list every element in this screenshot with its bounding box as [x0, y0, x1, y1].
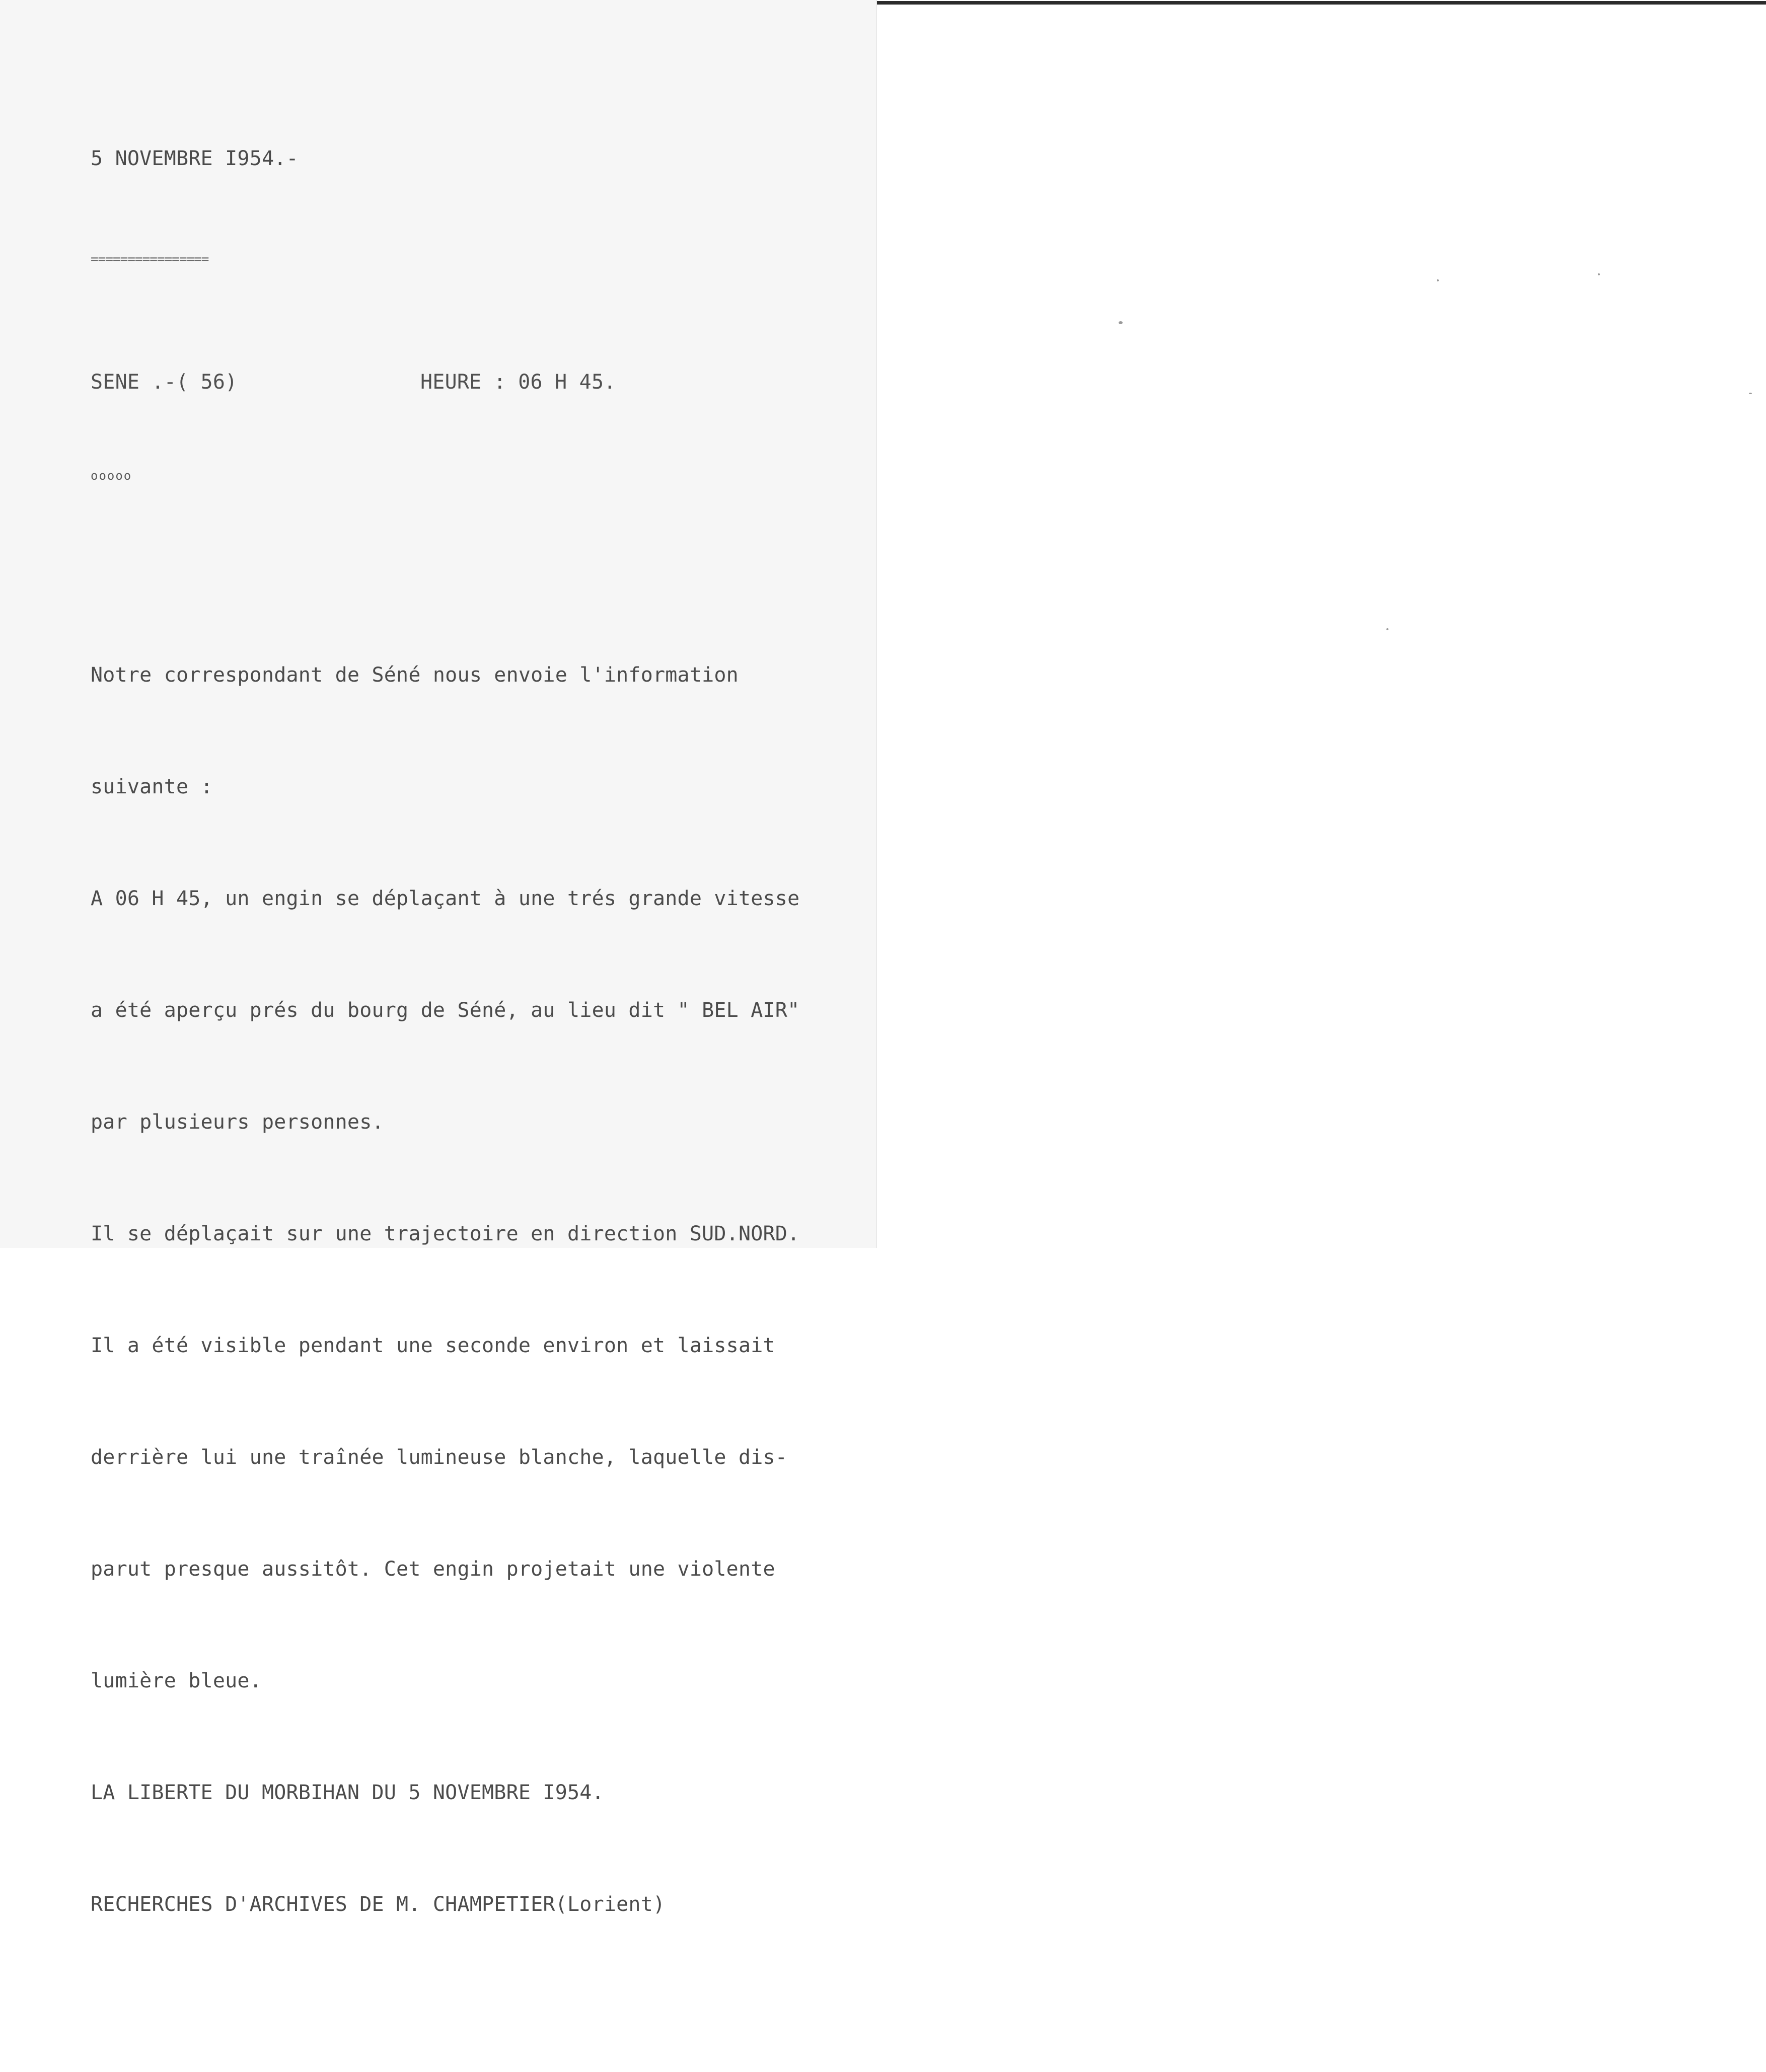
paragraph-line: lumière bleue. — [91, 1669, 262, 1692]
dust-speck — [1749, 393, 1752, 394]
blank-page — [877, 0, 1766, 1248]
page-edge-rule — [877, 1, 1766, 5]
paragraph-line: A 06 H 45, un engin se déplaçant à une trés grande vitesse — [91, 887, 800, 910]
typed-page — [0, 0, 877, 1916]
date-heading: 5 NOVEMBRE I954.- — [91, 147, 299, 170]
paragraph-line: Il a été visible pendant une seconde environ et laissait — [91, 1334, 775, 1357]
time-heading: HEURE : 06 H 45. — [420, 371, 616, 394]
paragraph-line: Notre correspondant de Séné nous envoie l'information — [91, 663, 739, 687]
place-heading: SENE .-( 56) — [91, 371, 238, 394]
paragraph-line: Il se déplaçait sur une trajectoire en direction SUD.NORD. — [91, 1222, 800, 1245]
dust-speck — [1437, 279, 1439, 281]
paragraph-line: derrière lui une traînée lumineuse blanche, laquelle dis- — [91, 1446, 788, 1469]
paragraph-line: suivante : — [91, 775, 213, 798]
dust-speck — [1386, 628, 1388, 630]
paragraph-line: par plusieurs personnes. — [91, 1111, 384, 1134]
typewritten-text — [91, 65, 799, 2072]
date-underline: ================ — [91, 252, 209, 267]
dust-speck — [1598, 273, 1600, 275]
place-time-row — [91, 363, 799, 394]
place-underline-marks: ooooo — [91, 469, 132, 483]
paragraph-line: parut presque aussitôt. Cet engin projetait une violente — [91, 1558, 775, 1581]
report-paragraph — [91, 582, 799, 1997]
source-line: LA LIBERTE DU MORBIHAN DU 5 NOVEMBRE I954. — [91, 1781, 604, 1804]
source-line: RECHERCHES D'ARCHIVES DE M. CHAMPETIER(Lorient) — [91, 1893, 666, 1916]
paragraph-line: a été aperçu prés du bourg de Séné, au lieu dit " BEL AIR" — [91, 999, 800, 1022]
dust-speck — [1119, 321, 1123, 324]
